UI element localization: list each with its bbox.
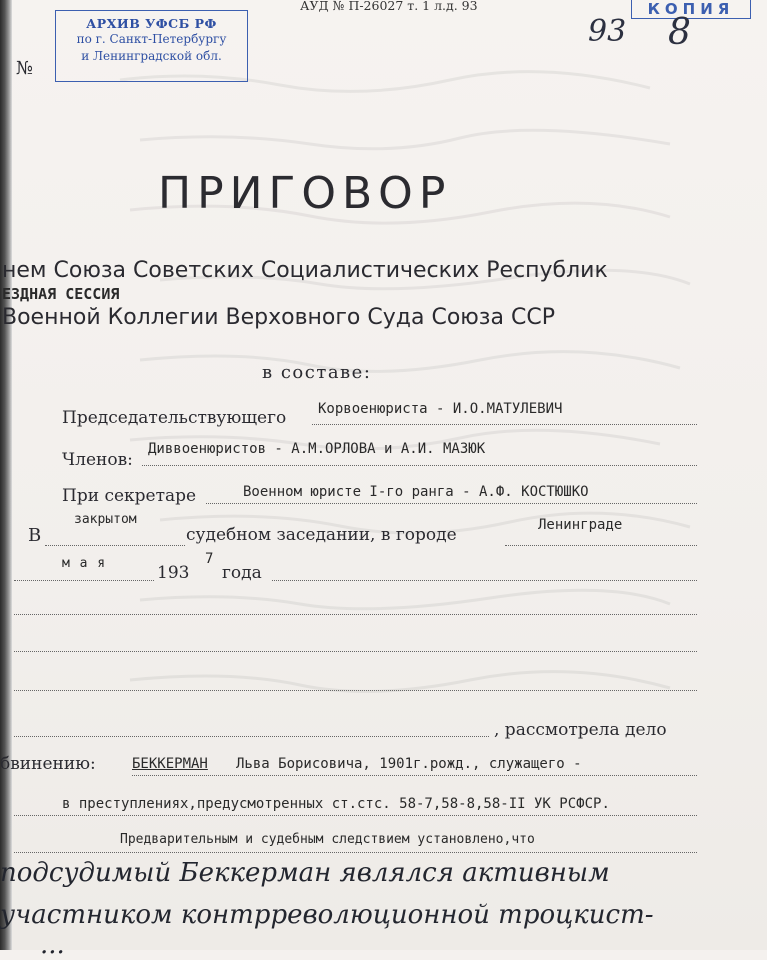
accused-name: БЕККЕРМАН: [132, 756, 208, 772]
document-title: ПРИГОВОР: [158, 168, 452, 219]
date-year-digit: 7: [205, 551, 214, 567]
case-label: , рассмотрела дело: [494, 720, 667, 740]
handwritten-line3: ...: [40, 930, 65, 960]
date-underline: [272, 580, 697, 581]
date-suffix: года: [222, 563, 262, 583]
handwritten-line2: участником контрреволюционной троцкист-: [0, 900, 654, 930]
members-value: Диввоенюристов - А.М.ОРЛОВА и А.И. МАЗЮК: [148, 441, 486, 457]
secretary-underline: [206, 503, 697, 504]
secretary-label: При секретаре: [62, 486, 197, 506]
investigation-underline: [14, 852, 697, 853]
archive-stamp-line2: по г. Санкт-Петербургу: [76, 32, 227, 46]
archive-stamp-line3: и Ленинградской обл.: [81, 49, 222, 63]
archive-stamp-line1: АРХИВ УФСБ РФ: [86, 16, 217, 31]
blank-line-2: [14, 651, 697, 652]
investigation-text: Предварительным и судебным следствием установлено,что: [120, 832, 535, 847]
blank-line-4: [14, 736, 489, 737]
accusation-underline: [132, 775, 697, 776]
session-text: судебном заседании, в городе: [186, 525, 457, 545]
session-type-value: закрытом: [74, 512, 137, 527]
blank-line-3: [14, 690, 697, 691]
header-line1: нем Союза Советских Социалистических Республик: [2, 258, 608, 283]
header-line2: Военной Коллегии Верховного Суда Союза ССР: [2, 305, 555, 330]
session-prefix: В: [28, 525, 42, 546]
date-month-underline: [14, 580, 154, 581]
secretary-value: Военном юристе I-го ранга - А.Ф. КОСТЮШКО: [243, 484, 589, 500]
members-underline: [142, 465, 697, 466]
crimes-text: в преступлениях,предусмотренных ст.стс. 58-7,58-8,58-II УК РСФСР.: [62, 796, 610, 812]
binding-edge: [0, 0, 12, 950]
city-underline: [505, 545, 697, 546]
archive-stamp: [55, 10, 248, 82]
archive-reference: АУД № П-26027 т. 1 л.д. 93: [300, 0, 478, 13]
city-value: Ленинграде: [538, 517, 623, 533]
number-label: №: [16, 58, 34, 79]
session-type: ЕЗДНАЯ СЕССИЯ: [2, 285, 120, 303]
handwritten-line1: подсудимый Беккерман являлся активным: [0, 858, 610, 888]
presiding-underline: [312, 424, 697, 425]
blank-line-1: [14, 614, 697, 615]
session-type-underline: [45, 545, 185, 546]
background-bleed-through: [100, 40, 760, 720]
page-number-first: 93: [588, 14, 627, 49]
presiding-value: Корвоенюриста - И.О.МАТУЛЕВИЧ: [318, 401, 563, 417]
composition-label: в составе:: [262, 362, 372, 383]
members-label: Членов:: [62, 450, 133, 470]
copy-stamp: КОПИЯ: [631, 0, 751, 19]
date-year-prefix: 193: [157, 563, 190, 583]
presiding-label: Председательствующего: [62, 408, 287, 428]
crimes-underline: [14, 815, 697, 816]
date-month: м а я: [62, 556, 107, 571]
accused-details: Льва Борисовича, 1901г.рожд., служащего -: [236, 756, 582, 772]
accusation-prefix: бвинению:: [0, 754, 96, 774]
page-number-second: 8: [668, 12, 691, 53]
